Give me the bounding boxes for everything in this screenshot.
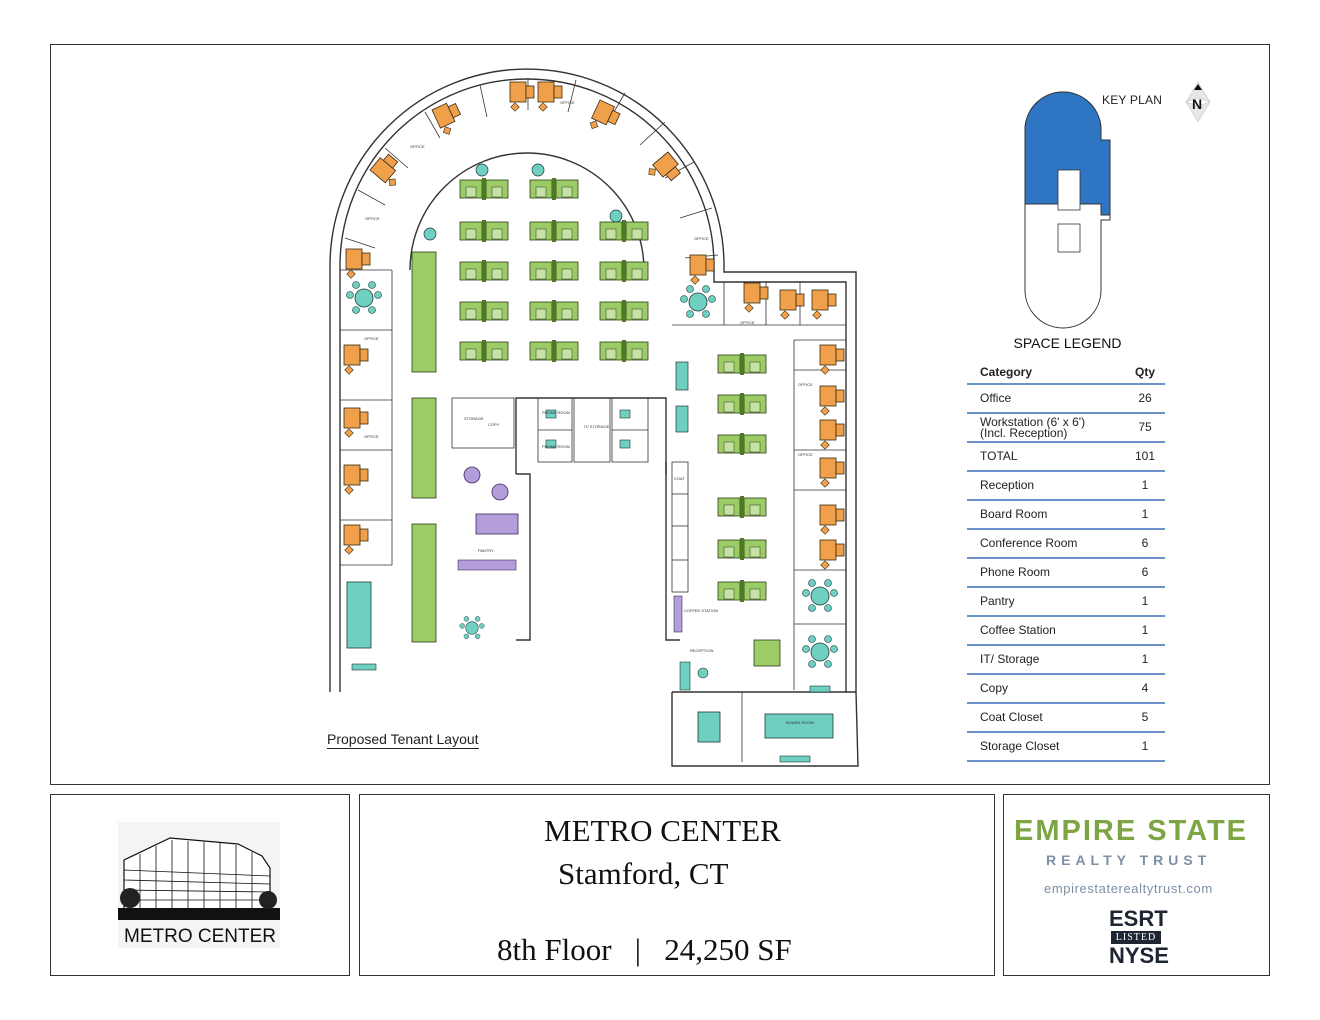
legend-qty: 1 [1125, 500, 1165, 529]
floor-area-line [497, 932, 792, 968]
legend-row [967, 587, 1165, 616]
legend-header-category: Category [967, 361, 1125, 384]
legend-row [967, 442, 1165, 471]
north-arrow-icon [1186, 82, 1210, 122]
label-coat: COAT [674, 476, 685, 481]
svg-text:N: N [1192, 96, 1203, 112]
legend-category: Coffee Station [967, 616, 1125, 645]
label-phone-1: PHONE ROOM [542, 410, 570, 415]
legend-qty: 1 [1125, 471, 1165, 500]
floor-label: 8th Floor [497, 932, 612, 967]
legend-category-main: Workstation (6' x 6') [980, 414, 1086, 429]
legend-category: Pantry [967, 587, 1125, 616]
key-plan-label: KEY PLAN [1102, 93, 1163, 107]
legend-qty: 5 [1125, 703, 1165, 732]
legend-header [967, 361, 1165, 384]
label-pantry: PANTRY [478, 548, 494, 553]
legend-category: Phone Room [967, 558, 1125, 587]
legend-category: Conference Room [967, 529, 1125, 558]
legend-category: Reception [967, 471, 1125, 500]
legend-qty: 6 [1125, 558, 1165, 587]
legend-category: Storage Closet [967, 732, 1125, 761]
legend-qty: 1 [1125, 587, 1165, 616]
legend-row [967, 732, 1165, 761]
legend-qty: 75 [1125, 413, 1165, 442]
legend-row [967, 529, 1165, 558]
label-office-7: OFFICE [740, 320, 755, 325]
legend-category: Coat Closet [967, 703, 1125, 732]
legend-row [967, 413, 1165, 442]
label-office-5: OFFICE [364, 336, 379, 341]
legend-row [967, 384, 1165, 413]
label-office-1: OFFICE [365, 216, 380, 221]
legend-category: Office [967, 384, 1125, 413]
building-name: METRO CENTER [544, 813, 781, 848]
left-workstations [412, 252, 436, 642]
label-it-storage: IT/ STORAGE [584, 424, 610, 429]
legend-title: SPACE LEGEND [1013, 335, 1122, 351]
legend-row [967, 616, 1165, 645]
legend-row [967, 674, 1165, 703]
metro-center-logo [110, 820, 290, 950]
legend-row [967, 703, 1165, 732]
arc-office-desks [370, 82, 683, 189]
legend-header-qty: Qty [1125, 361, 1165, 384]
label-office-4: OFFICE [694, 236, 709, 241]
separator: | [634, 932, 642, 967]
label-office-9: OFFICE [798, 452, 813, 457]
logo-wordmark: METRO CENTER [124, 926, 276, 947]
label-office-6: OFFICE [364, 434, 379, 439]
key-plan-diagram [1025, 92, 1110, 328]
legend-category-sub: (Incl. Reception) [980, 425, 1068, 440]
legend-qty: 26 [1125, 384, 1165, 413]
legend-qty: 1 [1125, 645, 1165, 674]
ticker: ESRT [1109, 906, 1168, 931]
legend-row [967, 471, 1165, 500]
brand-name: EMPIRE STATE [1014, 815, 1248, 847]
right-workstations [718, 353, 766, 602]
label-board: BOARD ROOM [786, 720, 814, 725]
workstation-block-1 [460, 178, 508, 362]
brand-subtitle: REALTY TRUST [1046, 852, 1212, 868]
legend-category: Copy [967, 674, 1125, 703]
legend-category: Board Room [967, 500, 1125, 529]
label-coffee: COFFEE STATION [684, 608, 719, 613]
legend-category: TOTAL [967, 442, 1125, 471]
label-reception: RECEPTION [690, 648, 714, 653]
city: Stamford, CT [558, 856, 729, 891]
legend-row [967, 645, 1165, 674]
plan-caption: Proposed Tenant Layout [327, 731, 479, 747]
area-label: 24,250 SF [664, 932, 792, 967]
legend-qty: 4 [1125, 674, 1165, 703]
label-office-3: OFFICE [560, 100, 575, 105]
brand-url[interactable]: empirestaterealtytrust.com [1044, 881, 1213, 896]
space-legend-table [967, 361, 1165, 762]
legend-qty: 101 [1125, 442, 1165, 471]
legend-row [967, 558, 1165, 587]
legend-row [967, 500, 1165, 529]
label-office-2: OFFICE [410, 144, 425, 149]
workstation-block-2 [530, 178, 578, 362]
legend-qty: 1 [1125, 616, 1165, 645]
legend-qty: 1 [1125, 732, 1165, 761]
exchange: NYSE [1109, 943, 1169, 968]
legend-category: IT/ Storage [967, 645, 1125, 674]
label-office-8: OFFICE [798, 382, 813, 387]
legend-category [967, 413, 1125, 442]
label-copy: COPY [488, 422, 500, 427]
label-storage: STORAGE [464, 416, 484, 421]
label-phone-2: PHONE ROOM [542, 444, 570, 449]
listed-badge: LISTED [1111, 931, 1161, 944]
legend-qty: 6 [1125, 529, 1165, 558]
